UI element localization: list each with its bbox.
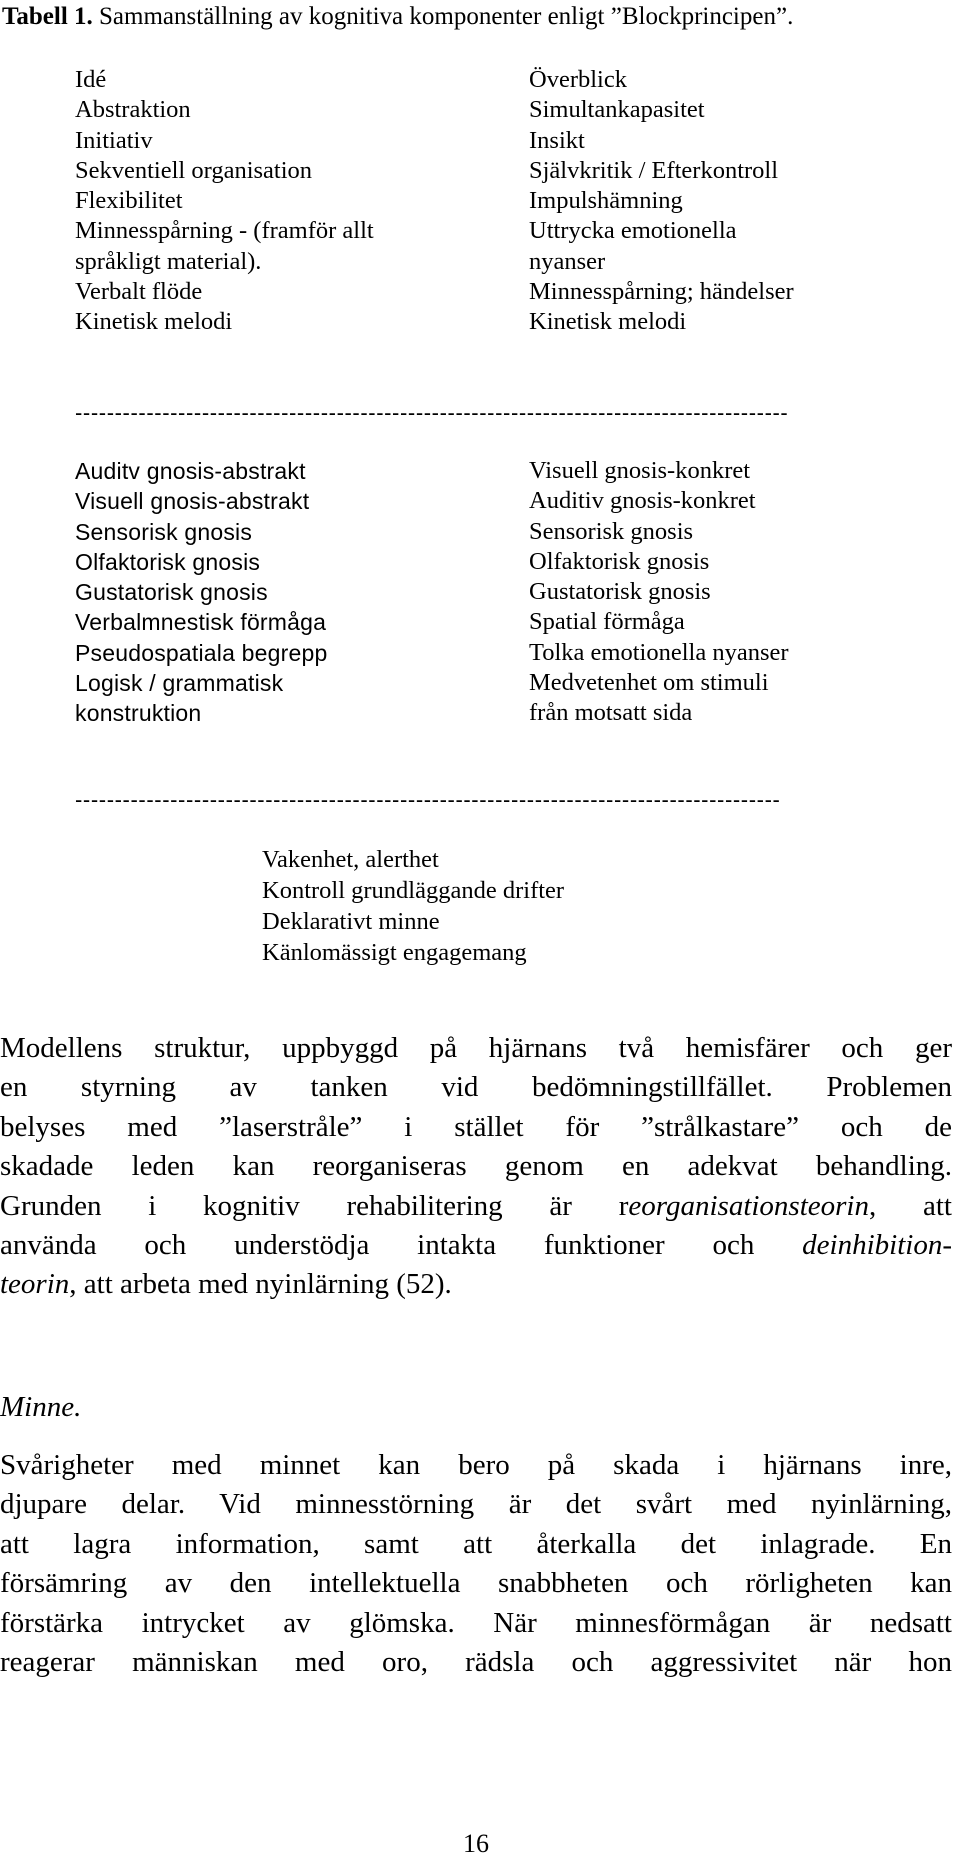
dashed-separator: ------------------------------------------------------------------------------------------ [75, 400, 789, 425]
dashed-separator: ----------------------------------------------------------------------------------------- [75, 787, 781, 812]
paragraph-line: Svårigheter med minnet kan bero på skada i hjärnans inre, [0, 1449, 952, 1481]
block1-right-item: Insikt [529, 126, 585, 154]
block2-left-item: Pseudospatiala begrepp [75, 639, 328, 666]
block1-right-item: Impulshämning [529, 187, 683, 215]
block2-left-item: Olfaktorisk gnosis [75, 548, 261, 575]
block2-left-item: Logisk / grammatisk [75, 670, 284, 697]
block1-right-item: Uttrycka emotionella [529, 217, 737, 245]
block2-left-item: Verbalmnestisk förmåga [75, 609, 327, 636]
block2-right-item: Spatial förmåga [529, 608, 685, 636]
block1-left-item: Sekventiell organisation [75, 156, 313, 184]
block2-right-item: Tolka emotionella nyanser [529, 638, 789, 666]
body-paragraph [0, 1446, 952, 1682]
block3-item: Kontroll grundläggande drifter [262, 877, 565, 904]
page-number: 16 [463, 1829, 489, 1858]
paragraph-line: belyses med ”laserstråle” i stället för ”strålkastare” och de [0, 1110, 952, 1143]
text-run: , att [869, 1189, 952, 1222]
text-run: Grunden i kognitiv rehabilitering är r [0, 1189, 629, 1222]
block1-left-column [75, 65, 374, 338]
block1-right-item: Simultankapasitet [529, 96, 705, 124]
paragraph-line [0, 1187, 952, 1226]
block1-right-item: Minnesspårning; händelser [529, 278, 794, 306]
block2-left-item: Gustatorisk gnosis [75, 579, 268, 606]
italic-term: eorganisationsteorin [628, 1189, 869, 1222]
paragraph-line [0, 1226, 952, 1265]
paragraph-line: skadade leden kan reorganiseras genom en adekvat behandling. [0, 1150, 952, 1183]
block2-right-item: Gustatorisk gnosis [529, 578, 711, 606]
block2-left-item: Visuell gnosis-abstrakt [75, 488, 310, 515]
block2-right-item: Sensorisk gnosis [529, 517, 694, 545]
block2-left-column [75, 456, 327, 729]
block2-left-item: Auditv gnosis-abstrakt [75, 458, 306, 484]
paragraph-line: reagerar människan med oro, rädsla och aggressivitet när hon [0, 1645, 952, 1678]
block1-left-item: språkligt material). [75, 247, 262, 275]
block1-right-item: Självkritik / Efterkontroll [529, 156, 779, 184]
block1-left-item: Abstraktion [75, 96, 191, 124]
block2-right-item: Visuell gnosis-konkret [529, 457, 751, 484]
block1-right-column [529, 65, 794, 338]
text-run: använda och understödja intakta funktioner och [0, 1228, 803, 1261]
block3-item: Deklarativt minne [262, 908, 440, 935]
block3-column [262, 844, 564, 968]
paragraph-line: Modellens struktur, uppbyggd på hjärnans två hemisfärer och ger [0, 1032, 952, 1064]
block2-right-column [529, 456, 789, 729]
block1-right-item: nyanser [529, 247, 606, 275]
block2-right-item: Olfaktorisk gnosis [529, 547, 710, 575]
section-heading: Minne. [0, 1391, 82, 1423]
body-paragraph [0, 1029, 952, 1305]
block3-item: Känlomässigt engagemang [262, 939, 527, 966]
block1-left-item: Idé [75, 66, 107, 93]
paragraph-line [0, 1265, 952, 1304]
paragraph-line: en styrning av tanken vid bedömningstillfället. Problemen [0, 1071, 952, 1104]
block2-right-item: Auditiv gnosis-konkret [529, 487, 756, 515]
block1-left-item: Verbalt flöde [75, 278, 203, 306]
block1-left-item: Initiativ [75, 126, 153, 154]
block2-left-item: Sensorisk gnosis [75, 518, 253, 545]
table-caption-label: Tabell 1. [2, 3, 93, 30]
block1-left-item: Kinetisk melodi [75, 308, 233, 336]
italic-term: teorin [0, 1268, 70, 1301]
block1-left-item: Flexibilitet [75, 187, 183, 215]
block2-left-item: konstruktion [75, 700, 202, 727]
paragraph-line: att lagra information, samt att återkalla det inlagrade. En [0, 1527, 952, 1560]
block2-right-item: från motsatt sida [529, 699, 693, 727]
table-caption-text: Sammanställning av kognitiva komponenter enligt ”Blockprincipen”. [92, 3, 794, 30]
block1-right-item: Kinetisk melodi [529, 308, 687, 336]
paragraph-line: försämring av den intellektuella snabbheten och rörligheten kan [0, 1567, 952, 1600]
paragraph-line: förstärka intrycket av glömska. När minnesförmågan är nedsatt [0, 1606, 952, 1639]
paragraph-line: djupare delar. Vid minnesstörning är det svårt med nyinlärning, [0, 1488, 952, 1521]
text-run: , att arbeta med nyinlärning (52). [69, 1268, 452, 1301]
block1-left-item: Minnesspårning - (framför allt [75, 217, 374, 245]
block3-item: Vakenhet, alerthet [262, 846, 439, 873]
italic-term: deinhibition- [802, 1228, 952, 1261]
block1-right-item: Överblick [529, 66, 627, 93]
table-caption [2, 1, 793, 33]
block2-right-item: Medvetenhet om stimuli [529, 669, 769, 697]
